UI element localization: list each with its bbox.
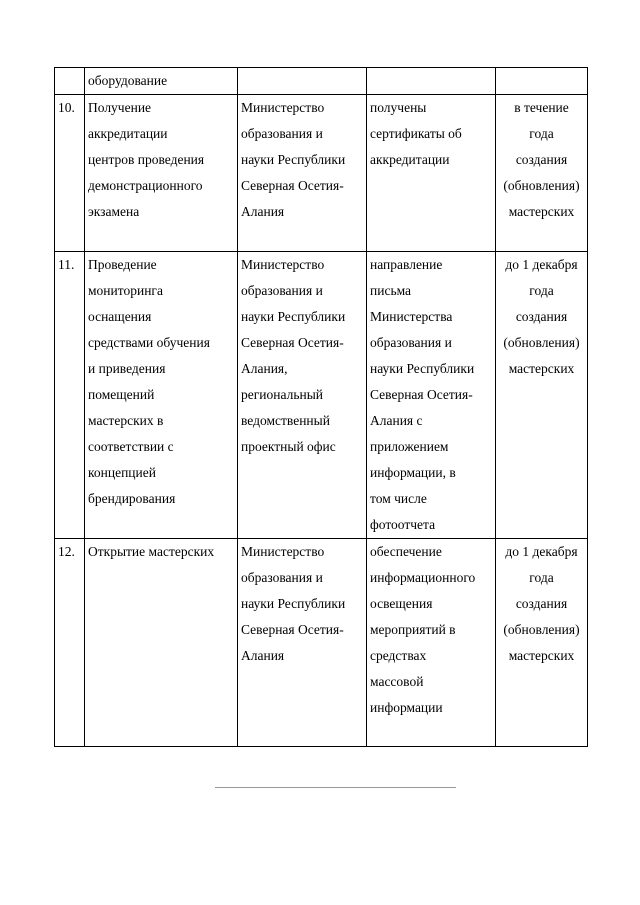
cell-text-line: брендирования bbox=[88, 491, 176, 506]
cell-deadline bbox=[496, 68, 588, 95]
cell-text-line: мастерских bbox=[508, 648, 575, 663]
cell-text-line: мероприятий в bbox=[370, 622, 456, 637]
cell-deadline bbox=[496, 95, 588, 252]
cell-activity bbox=[85, 68, 238, 95]
cell-text-line: года bbox=[529, 283, 554, 298]
cell-text-line: науки Республики bbox=[241, 596, 346, 611]
cell-text-line: науки Республики bbox=[241, 309, 346, 324]
cell-text-line: экзамена bbox=[88, 204, 140, 219]
cell-text-line: Северная Осетия- bbox=[370, 387, 473, 402]
cell-text-line: средствами обучения bbox=[88, 335, 210, 350]
cell-responsible bbox=[238, 252, 367, 539]
cell-text-line: (обновления) bbox=[503, 622, 580, 637]
cell-text-line: образования и bbox=[370, 335, 452, 350]
cell-text-line: направление bbox=[370, 257, 443, 272]
cell-text-line: Министерство bbox=[241, 544, 325, 559]
cell-activity bbox=[85, 252, 238, 539]
cell-text-line: до 1 декабря bbox=[505, 257, 578, 272]
cell-text-line: центров проведения bbox=[88, 152, 205, 167]
cell-text-line: мастерских bbox=[508, 204, 575, 219]
cell-text-line: региональный bbox=[241, 387, 324, 402]
cell-text-line: информации, в bbox=[370, 465, 456, 480]
cell-text-line: аккредитации bbox=[370, 152, 450, 167]
cell-number bbox=[55, 68, 85, 95]
cell-text-line: (обновления) bbox=[503, 178, 580, 193]
cell-deadline bbox=[496, 539, 588, 747]
cell-text-line: демонстрационного bbox=[88, 178, 203, 193]
cell-activity bbox=[85, 95, 238, 252]
cell-text-line: Алания bbox=[241, 204, 285, 219]
cell-text-line: соответствии с bbox=[88, 439, 174, 454]
cell-result bbox=[367, 252, 496, 539]
plan-table bbox=[54, 67, 588, 747]
cell-text-line: письма bbox=[370, 283, 412, 298]
cell-number: 10. bbox=[55, 95, 85, 252]
cell-text-line: Проведение bbox=[88, 257, 157, 272]
cell-text-line: науки Республики bbox=[370, 361, 475, 376]
cell-responsible bbox=[238, 539, 367, 747]
cell-result bbox=[367, 95, 496, 252]
cell-text-line: средствах bbox=[370, 648, 427, 663]
cell-text-line: в течение bbox=[514, 100, 569, 115]
cell-text-line: получены bbox=[370, 100, 427, 115]
cell-responsible bbox=[238, 68, 367, 95]
cell-text-line: года bbox=[529, 126, 554, 141]
cell-text-line: и приведения bbox=[88, 361, 166, 376]
table-row bbox=[55, 252, 588, 539]
cell-text-line: Северная Осетия- bbox=[241, 335, 344, 350]
cell-text-line: оборудование bbox=[88, 73, 168, 88]
cell-responsible bbox=[238, 95, 367, 252]
cell-number: 12. bbox=[55, 539, 85, 747]
cell-text-line: создания bbox=[515, 309, 568, 324]
footnote-separator bbox=[215, 787, 456, 788]
cell-text-line: создания bbox=[515, 152, 568, 167]
cell-text-line: Министерство bbox=[241, 100, 325, 115]
cell-text-line: Министерства bbox=[370, 309, 453, 324]
cell-text-line: ведомственный bbox=[241, 413, 330, 428]
cell-text-line: до 1 декабря bbox=[505, 544, 578, 559]
cell-text-line: Алания, bbox=[241, 361, 288, 376]
cell-number: 11. bbox=[55, 252, 85, 539]
cell-text-line: массовой bbox=[370, 674, 424, 689]
cell-text-line: образования и bbox=[241, 283, 323, 298]
cell-result bbox=[367, 68, 496, 95]
cell-text-line: мастерских bbox=[508, 361, 575, 376]
cell-text-line: Открытие мастерских bbox=[88, 544, 215, 559]
cell-text-line: Северная Осетия- bbox=[241, 622, 344, 637]
cell-text-line: сертификаты об bbox=[370, 126, 462, 141]
cell-text-line: Северная Осетия- bbox=[241, 178, 344, 193]
plan-table-body bbox=[55, 68, 588, 747]
cell-text-line: образования и bbox=[241, 570, 323, 585]
cell-text-line: обеспечение bbox=[370, 544, 442, 559]
table-row bbox=[55, 95, 588, 252]
cell-text-line: оснащения bbox=[88, 309, 152, 324]
cell-activity bbox=[85, 539, 238, 747]
cell-text-line: проектный офис bbox=[241, 439, 336, 454]
cell-text-line: создания bbox=[515, 596, 568, 611]
cell-text-line: аккредитации bbox=[88, 126, 168, 141]
cell-text-line: освещения bbox=[370, 596, 433, 611]
cell-deadline bbox=[496, 252, 588, 539]
cell-text-line: Министерство bbox=[241, 257, 325, 272]
cell-text-line: приложением bbox=[370, 439, 449, 454]
cell-text-line: информации bbox=[370, 700, 443, 715]
cell-text-line: образования и bbox=[241, 126, 323, 141]
cell-result bbox=[367, 539, 496, 747]
cell-text-line: мониторинга bbox=[88, 283, 163, 298]
cell-text-line: (обновления) bbox=[503, 335, 580, 350]
cell-text-line: информационного bbox=[370, 570, 476, 585]
cell-text-line: Получение bbox=[88, 100, 152, 115]
cell-text-line: фотоотчета bbox=[370, 517, 436, 532]
table-row bbox=[55, 539, 588, 747]
cell-text-line: Алания bbox=[241, 648, 285, 663]
cell-text-line: года bbox=[529, 570, 554, 585]
cell-text-line: Алания с bbox=[370, 413, 423, 428]
cell-text-line: помещений bbox=[88, 387, 155, 402]
cell-text-line: том числе bbox=[370, 491, 427, 506]
cell-text-line: науки Республики bbox=[241, 152, 346, 167]
cell-text-line: мастерских в bbox=[88, 413, 164, 428]
table-row-continuation bbox=[55, 68, 588, 95]
cell-text-line: концепцией bbox=[88, 465, 156, 480]
